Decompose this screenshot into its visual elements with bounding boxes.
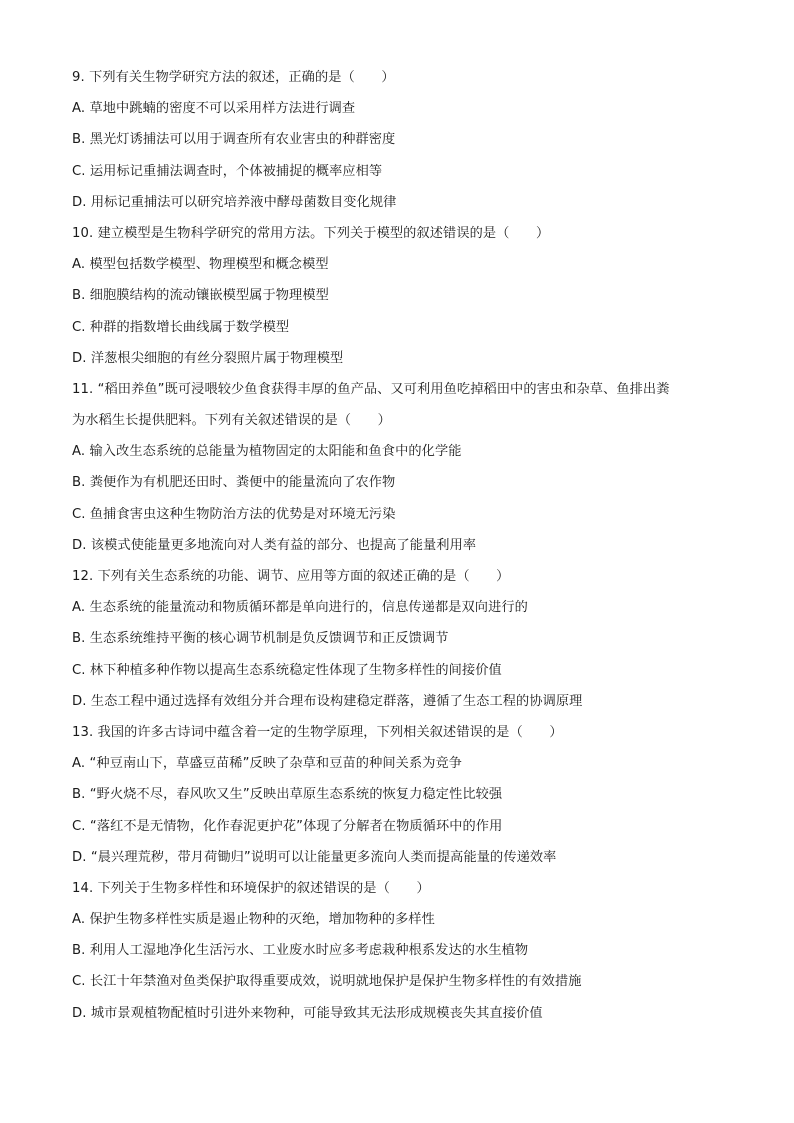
option-b: B. 黑光灯诱捕法可以用于调查所有农业害虫的种群密度 [72, 132, 396, 148]
option-d: D. 城市景观植物配植时引进外来物种，可能导致其无法形成规模丧失其直接价值 [72, 1005, 543, 1021]
question-13 [72, 717, 732, 873]
option-c: C. 鱼捕食害虫这种生物防治方法的优势是对环境无污染 [72, 506, 396, 522]
question-stem: 13. 我国的许多古诗词中蕴含着一定的生物学原理，下列相关叙述错误的是（ ） [72, 724, 563, 740]
option-b: B. 生态系统维持平衡的核心调节机制是负反馈调节和正反馈调节 [72, 631, 449, 647]
option-c: C. 长江十年禁渔对鱼类保护取得重要成效，说明就地保护是保护生物多样性的有效措施 [72, 974, 582, 990]
question-stem: 12. 下列有关生态系统的功能、调节、应用等方面的叙述正确的是（ ） [72, 569, 510, 584]
option-a: A. 输入改生态系统的总能量为植物固定的太阳能和鱼食中的化学能 [72, 444, 462, 460]
option-a: A. 保护生物多样性实质是遏止物种的灭绝，增加物种的多样性 [72, 912, 435, 928]
option-c: C. 种群的指数增长曲线属于数学模型 [72, 319, 290, 335]
option-a: A. 草地中跳蝻的密度不可以采用样方法进行调查 [72, 101, 356, 117]
option-a: A. “种豆南山下，草盛豆苗稀”反映了杂草和豆苗的种间关系为竞争 [72, 756, 463, 772]
question-stem-continued: 为水稻生长提供肥料。下列有关叙述错误的是（ ） [72, 413, 391, 429]
question-stem: 9. 下列有关生物学研究方法的叙述，正确的是（ ） [72, 70, 395, 85]
option-c: C. 运用标记重捕法调查时，个体被捕捉的概率应相等 [72, 163, 383, 179]
option-d: D. 用标记重捕法可以研究培养液中酵母菌数目变化规律 [72, 194, 397, 210]
option-a: A. 生态系统的能量流动和物质循环都是单向进行的，信息传递都是双向进行的 [72, 600, 528, 616]
option-b: B. 粪便作为有机肥还田时、粪便中的能量流向了农作物 [72, 475, 396, 491]
question-12 [72, 561, 732, 717]
question-list [72, 62, 732, 1029]
question-stem: 11. “稻田养鱼”既可浸喂较少鱼食获得丰厚的鱼产品、又可利用鱼吃掉稻田中的害虫和杂草、鱼排出粪 [72, 381, 670, 397]
option-c: C. 林下种植多种作物以提高生态系统稳定性体现了生物多样性的间接价值 [72, 662, 502, 678]
question-stem: 14. 下列关于生物多样性和环境保护的叙述错误的是（ ） [72, 880, 430, 896]
question-10 [72, 218, 732, 374]
option-d: D. 洋葱根尖细胞的有丝分裂照片属于物理模型 [72, 350, 344, 366]
question-11 [72, 374, 732, 561]
question-14 [72, 873, 732, 1029]
option-d: D. 生态工程中通过选择有效组分并合理布设构建稳定群落，遵循了生态工程的协调原理 [72, 693, 583, 709]
question-9 [72, 62, 732, 218]
option-a: A. 模型包括数学模型、物理模型和概念模型 [72, 257, 329, 273]
option-b: B. 细胞膜结构的流动镶嵌模型属于物理模型 [72, 288, 329, 304]
option-b: B. “野火烧不尽，春风吹又生”反映出草原生态系统的恢复力稳定性比较强 [72, 787, 503, 803]
option-d: D. 该模式使能量更多地流向对人类有益的部分、也提高了能量利用率 [72, 537, 477, 553]
option-d: D. “晨兴理荒秽，带月荷锄归”说明可以让能量更多流向人类而提高能量的传递效率 [72, 849, 557, 865]
option-c: C. “落红不是无情物，化作春泥更护花”体现了分解者在物质循环中的作用 [72, 818, 503, 834]
option-b: B. 利用人工湿地净化生活污水、工业废水时应多考虑栽种根系发达的水生植物 [72, 943, 529, 959]
question-stem: 10. 建立模型是生物科学研究的常用方法。下列关于模型的叙述错误的是（ ） [72, 225, 550, 241]
